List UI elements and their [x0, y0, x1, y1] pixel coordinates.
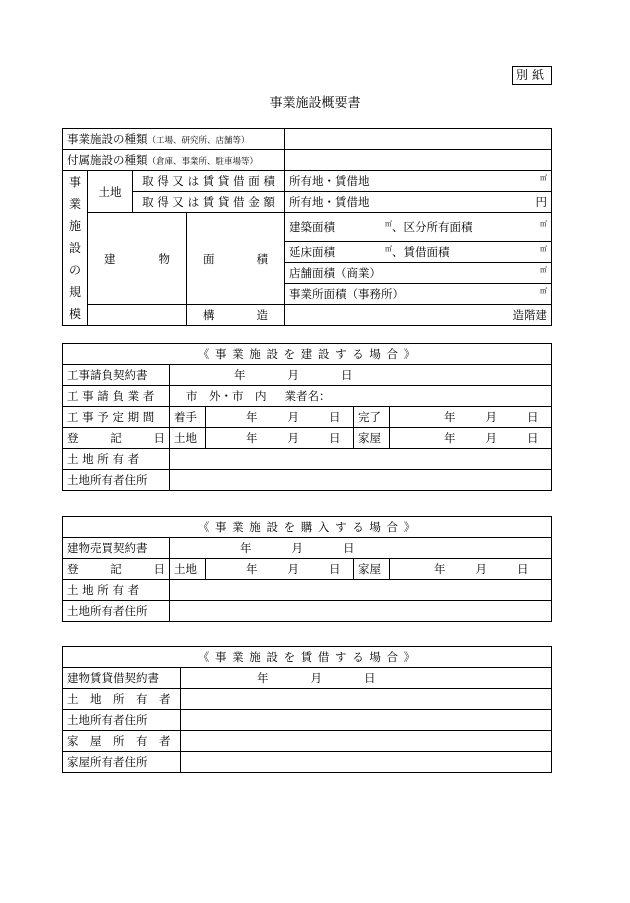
construction-table: [62, 343, 552, 491]
purchase-contract-date[interactable]: 年 月 日: [170, 538, 552, 559]
start-date[interactable]: 年 月 日: [206, 407, 354, 428]
end-date[interactable]: 年 月 日: [390, 407, 552, 428]
building-area-row[interactable]: 建築面積 ㎡、区分所有面積 ㎡: [285, 213, 552, 242]
acq-amount-label: 取 得 又 は 賃 貸 借 金 額: [133, 192, 285, 213]
land-owner-address-label: 土地所有者住所: [63, 710, 181, 731]
construction-contract-date[interactable]: 年 月 日: [170, 365, 552, 386]
acq-area-value[interactable]: 所有地・賃借地 ㎡: [285, 171, 552, 192]
ancillary-type-label: 付属施設の種類（倉庫、事業所、駐車場等）: [63, 150, 285, 171]
house-owner-label: 家 屋 所 有 者: [63, 731, 181, 752]
house-registry-date[interactable]: 年 月 日: [390, 428, 552, 449]
land-owner-value[interactable]: [181, 689, 552, 710]
lease-header: 《 事 業 施 設 を 賃 借 す る 場 合 》: [63, 647, 552, 668]
construction-header: 《 事 業 施 設 を 建 設 す る 場 合 》: [63, 344, 552, 365]
land-owner-address-value[interactable]: [181, 710, 552, 731]
house-owner-value[interactable]: [181, 731, 552, 752]
house-owner-address-label: 家屋所有者住所: [63, 752, 181, 773]
document-title: 事業施設概要書: [269, 96, 361, 111]
start-label: 着手: [170, 407, 206, 428]
shop-area-row[interactable]: 店舗面積（商業） ㎡: [285, 263, 552, 284]
land-owner-address-label: 土地所有者住所: [63, 601, 170, 622]
floor-area-row[interactable]: 延床面積 ㎡、賃借面積 ㎡: [285, 242, 552, 263]
house-registry-date[interactable]: 年 月 日: [390, 559, 552, 580]
acq-area-label: 取 得 又 は 賃 貸 借 面 積: [133, 171, 285, 192]
office-area-row[interactable]: 事業所面積（事務所） ㎡: [285, 284, 552, 305]
ancillary-type-value[interactable]: [285, 150, 552, 171]
contractor-value[interactable]: 市 外・市 内 業者名：: [170, 386, 552, 407]
land-owner-value[interactable]: [170, 580, 552, 601]
land-registry-date[interactable]: 年 月 日: [206, 559, 354, 580]
facility-scale-table: [62, 128, 552, 326]
facility-type-label: 事業施設の種類（工場、研究所、店舗等）: [63, 129, 285, 150]
land-owner-address-label: 土地所有者住所: [63, 470, 170, 491]
lease-contract-date[interactable]: 年 月 日: [181, 668, 552, 689]
land-label: 土地: [88, 171, 133, 213]
structure-spacer: [88, 305, 187, 326]
area-label: 面 積: [187, 213, 285, 305]
purchase-contract-label: 建物売買契約書: [63, 538, 170, 559]
land-label: 土地: [170, 428, 206, 449]
structure-label: 構 造: [187, 305, 285, 326]
building-label: 建 物: [88, 213, 187, 305]
land-owner-address-value[interactable]: [170, 601, 552, 622]
scale-label: 事 業 施 設 の 規 模: [63, 171, 88, 326]
land-registry-date[interactable]: 年 月 日: [206, 428, 354, 449]
house-label: 家屋: [354, 428, 390, 449]
land-label: 土地: [170, 559, 206, 580]
lease-table: [62, 646, 552, 773]
land-owner-label: 土 地 所 有 者: [63, 689, 181, 710]
facility-type-value[interactable]: [285, 129, 552, 150]
house-label: 家屋: [354, 559, 390, 580]
land-owner-label: 土 地 所 有 者: [63, 580, 170, 601]
house-owner-address-value[interactable]: [181, 752, 552, 773]
land-owner-address-value[interactable]: [170, 470, 552, 491]
lease-contract-label: 建物賃貸借契約書: [63, 668, 181, 689]
attachment-label: 別紙: [512, 66, 552, 85]
construction-contract-label: 工事請負契約書: [63, 365, 170, 386]
purchase-table: [62, 516, 552, 622]
schedule-label: 工 事 予 定 期 間: [63, 407, 170, 428]
land-owner-label: 土 地 所 有 者: [63, 449, 170, 470]
structure-value[interactable]: 造 階建: [285, 305, 552, 326]
land-owner-value[interactable]: [170, 449, 552, 470]
acq-amount-value[interactable]: 所有地・賃借地 円: [285, 192, 552, 213]
registry-label: 登 記 日: [63, 428, 170, 449]
contractor-label: 工 事 請 負 業 者: [63, 386, 170, 407]
purchase-header: 《 事 業 施 設 を 購 入 す る 場 合 》: [63, 517, 552, 538]
end-label: 完了: [354, 407, 390, 428]
registry-label: 登 記 日: [63, 559, 170, 580]
